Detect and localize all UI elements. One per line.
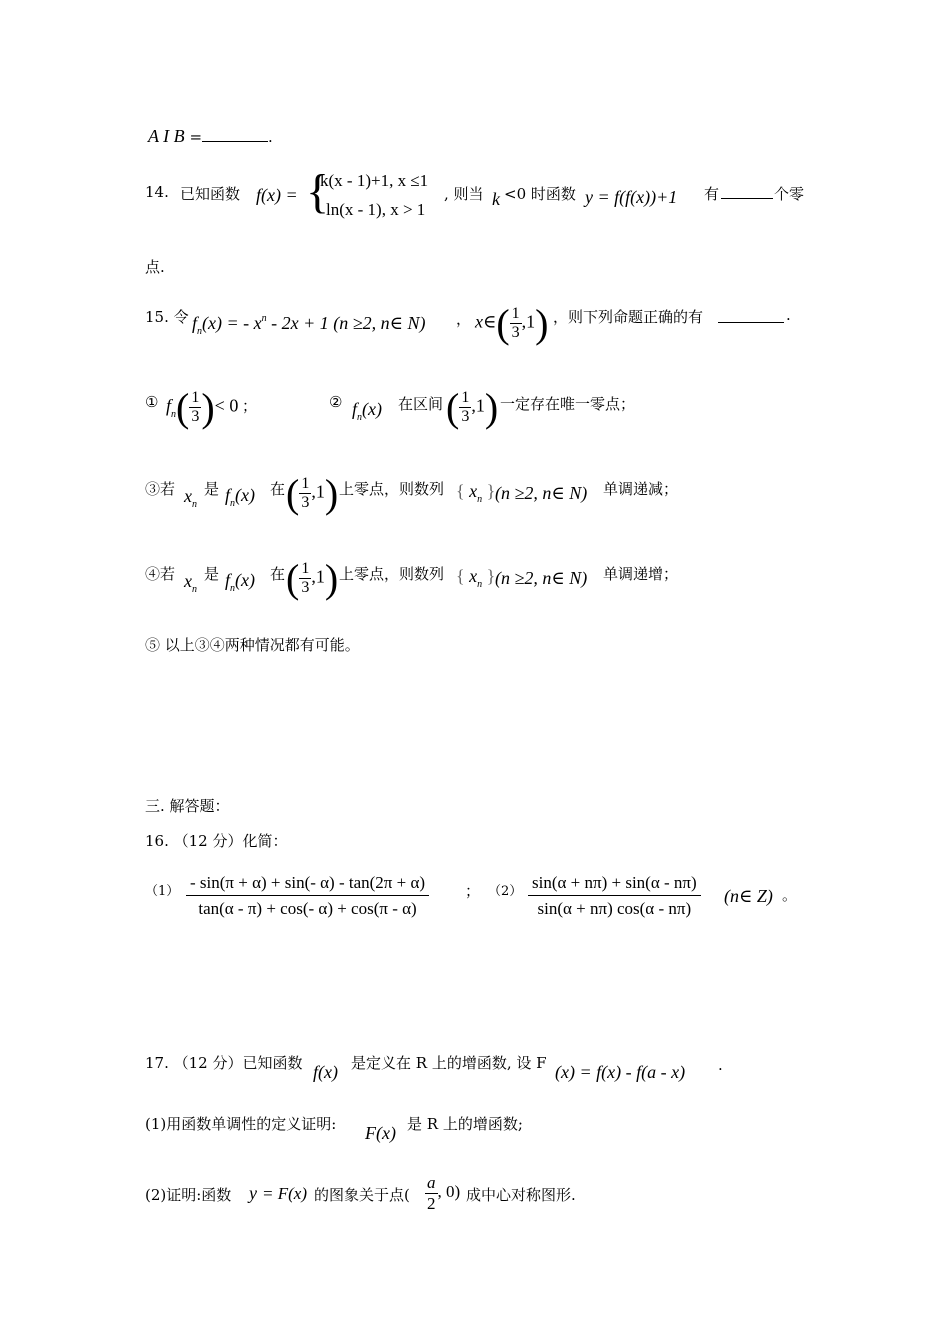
section-3-heading: 三. 解答题： bbox=[145, 797, 230, 815]
item-4-function: $f_n(x)$ bbox=[225, 570, 255, 594]
item-2-mid: 在区间 bbox=[398, 395, 444, 413]
q17-mid: 是定义在 R 上的增函数, 设 F bbox=[351, 1054, 547, 1072]
q16-fraction-2-tail: (n∈ Z) bbox=[724, 886, 773, 906]
answer-blank bbox=[202, 141, 268, 142]
q15-subscript-n: n bbox=[197, 326, 203, 337]
q17-sub-2-mid: 的图象关于点( bbox=[314, 1186, 410, 1204]
q15-answer-blank bbox=[718, 322, 784, 323]
q16-fraction-1-numerator: - sin(π + α) + sin(- α) - tan(2π + α) bbox=[186, 873, 429, 896]
item-4-is: 是 bbox=[204, 565, 220, 583]
q15-expr: (x) = - x bbox=[202, 313, 262, 333]
q14-mid-2: <0 时函数 bbox=[504, 185, 576, 203]
q14-y-expression: y = f(f(x))+1 bbox=[585, 187, 678, 207]
answer-line-a-intersect-b bbox=[148, 126, 273, 147]
q14-case-1: k(x - 1)+1, x ≤1 bbox=[320, 171, 429, 190]
item-2-interval: ( $\frac{1}{3}$ ,1) bbox=[446, 385, 499, 430]
q17-sub-1-F: F(x) bbox=[365, 1123, 396, 1143]
item-4-on: 在 bbox=[270, 565, 286, 583]
item-4-mark: ④若 bbox=[145, 565, 176, 583]
q14-end: 个零 bbox=[774, 185, 805, 203]
q14-lead: 已知函数 bbox=[180, 185, 241, 203]
item-1-expression: $f_n$( $\frac{1}{3}$ )< 0 bbox=[166, 385, 239, 430]
q15-f: f bbox=[192, 313, 198, 333]
item-3-xn: $x_n$ bbox=[184, 486, 197, 510]
q14-function-lhs: f(x) = bbox=[256, 185, 298, 205]
q15-fraction-one-third: $\frac{1}{3}$ bbox=[511, 304, 520, 341]
q14-mid-1: , 则当 bbox=[444, 185, 484, 203]
equals-sign: = bbox=[189, 128, 203, 146]
q16-fraction-2-numerator: sin(α + nπ) + sin(α - nπ) bbox=[528, 873, 701, 896]
item-2-end: 一定存在唯一零点； bbox=[500, 395, 636, 413]
q16-separator: ； bbox=[465, 882, 481, 900]
item-2-function: $f_n(x)$ bbox=[352, 399, 382, 423]
item-4-interval: ( $\frac{1}{3}$ ,1) bbox=[286, 556, 339, 601]
q17-dot: . bbox=[718, 1056, 723, 1074]
item-1-end: ； bbox=[242, 397, 258, 415]
q16-part-2-label: （2） bbox=[488, 884, 523, 899]
q14-case-2: ln(x - 1), x > 1 bbox=[326, 200, 426, 219]
q15-number: 15. 令 bbox=[145, 308, 189, 326]
q14-k: k bbox=[492, 189, 500, 209]
item-5: ⑤ 以上③④两种情况都有可能。 bbox=[145, 636, 360, 654]
item-3-mid: 上零点，则数列 bbox=[339, 480, 445, 498]
q14-number: 14. bbox=[145, 183, 169, 201]
q15-superscript-n: n bbox=[261, 313, 267, 324]
q16-fraction-1 bbox=[186, 873, 429, 918]
item-3-function: $f_n(x)$ bbox=[225, 485, 255, 509]
item-3-condition: (n ≥2, n∈ N) bbox=[495, 483, 588, 503]
item-2-mark: ② bbox=[329, 393, 343, 411]
q17-sub-2-fraction: $\frac{a}{2}$ , 0) bbox=[427, 1173, 461, 1213]
q16-fraction-2 bbox=[528, 873, 701, 918]
q16-fraction-2-denominator: sin(α + nπ) cos(α - nπ) bbox=[537, 898, 692, 918]
period: . bbox=[268, 128, 273, 146]
q15-expr-2: - 2x + 1 (n ≥2, n∈ N) bbox=[266, 313, 426, 333]
q17-sub-2-end: 成中心对称图形. bbox=[466, 1186, 576, 1204]
q15-function bbox=[192, 313, 426, 337]
q15-domain: x∈( $\frac{1}{3}$ ,1) bbox=[475, 301, 549, 346]
q15-tail: ，则下列命题正确的有 bbox=[553, 308, 704, 326]
q14-end-2: 点. bbox=[145, 258, 165, 276]
q16-end: 。 bbox=[782, 886, 798, 904]
q17-sub-2-y: y bbox=[249, 1183, 257, 1203]
q17-sub-2-lead: (2)证明:函数 bbox=[145, 1186, 232, 1204]
q17-sub-2-eq: = F(x) bbox=[262, 1184, 307, 1203]
q15-dot: . bbox=[786, 306, 791, 324]
item-3-on: 在 bbox=[270, 480, 286, 498]
q16-part-1-label: （1） bbox=[145, 884, 180, 899]
q14-mid-3: 有 bbox=[704, 185, 720, 203]
q17-heading: 17. （12 分）已知函数 bbox=[145, 1054, 303, 1072]
q17-expression: (x) = f(x) - f(a - x) bbox=[555, 1062, 686, 1082]
q14-brace: { bbox=[306, 165, 330, 218]
q17-sub-1-tail: 是 R 上的增函数; bbox=[407, 1115, 523, 1133]
item-3-sequence: { $x_n$ } bbox=[456, 481, 496, 505]
item-3-mark: ③若 bbox=[145, 480, 176, 498]
item-4-mid: 上零点，则数列 bbox=[339, 565, 445, 583]
q14-answer-blank bbox=[721, 198, 773, 199]
item-4-end: 单调递增； bbox=[603, 565, 679, 583]
item-3-end: 单调递减； bbox=[603, 480, 679, 498]
item-1-mark: ① bbox=[145, 393, 159, 411]
q15-x-in: x∈ bbox=[475, 311, 497, 332]
item-3-is: 是 bbox=[204, 480, 220, 498]
set-expression: A I B bbox=[148, 126, 185, 146]
item-4-sequence: { $x_n$ } bbox=[456, 566, 496, 590]
q16-fraction-1-denominator: tan(α - π) + cos(- α) + cos(π - α) bbox=[198, 898, 417, 918]
q16-heading: 16. （12 分）化简： bbox=[145, 832, 288, 850]
item-3-interval: ( $\frac{1}{3}$ ,1) bbox=[286, 471, 339, 516]
q17-sub-1-lead: (1)用函数单调性的定义证明: bbox=[145, 1115, 337, 1133]
q15-comma: ， bbox=[456, 310, 472, 328]
q17-fx: f(x) bbox=[313, 1062, 338, 1082]
item-4-condition: (n ≥2, n∈ N) bbox=[495, 568, 588, 588]
item-4-xn: $x_n$ bbox=[184, 571, 197, 595]
